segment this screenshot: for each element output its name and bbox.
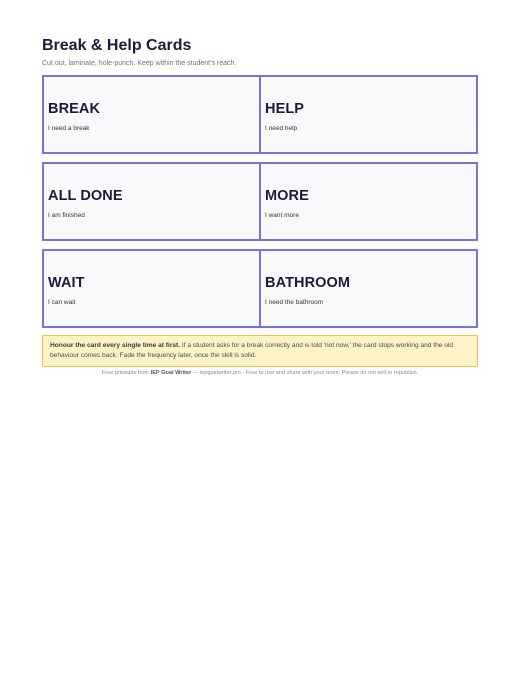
card-title: BATHROOM xyxy=(265,275,351,291)
card-wait xyxy=(44,251,259,326)
page-subtitle: Cut out, laminate, hole-punch. Keep within the student's reach. xyxy=(42,60,237,67)
card-break xyxy=(44,77,259,152)
card-title: ALL DONE xyxy=(48,188,123,204)
page-title: Break & Help Cards xyxy=(42,37,192,54)
card-more xyxy=(259,164,476,239)
footer-brand: IEP Goal Writer xyxy=(150,370,192,376)
card-help xyxy=(259,77,476,152)
card-subtitle: I can wait xyxy=(48,299,76,306)
usage-note xyxy=(42,335,478,367)
card-subtitle: I am finished xyxy=(48,212,85,219)
card-bathroom xyxy=(259,251,476,326)
printable-page xyxy=(42,36,478,377)
card-row xyxy=(42,249,478,328)
footer-suffix: — iepgoalwriter.pro · Free to use and share with your team. Please do not sell or republish. xyxy=(191,370,419,376)
card-subtitle: I want more xyxy=(265,212,299,219)
card-title: WAIT xyxy=(48,275,85,291)
usage-note-text: If a student asks for a break correctly and is told 'not now,' the card stops working and the old behaviour comes back. Fade the frequency later, once the skill is solid. xyxy=(50,342,454,359)
card-subtitle: I need a break xyxy=(48,125,90,132)
card-subtitle: I need help xyxy=(265,125,298,132)
card-grid xyxy=(42,75,478,328)
footer-prefix: Free printable from xyxy=(101,370,151,376)
card-all-done xyxy=(44,164,259,239)
card-title: BREAK xyxy=(48,101,101,117)
card-title: MORE xyxy=(265,188,309,204)
usage-note-emphasis: Honour the card every single time at first. xyxy=(50,342,181,349)
card-title: HELP xyxy=(265,101,305,117)
card-row xyxy=(42,162,478,241)
card-row xyxy=(42,75,478,154)
card-subtitle: I need the bathroom xyxy=(265,299,324,306)
footer xyxy=(42,369,478,377)
